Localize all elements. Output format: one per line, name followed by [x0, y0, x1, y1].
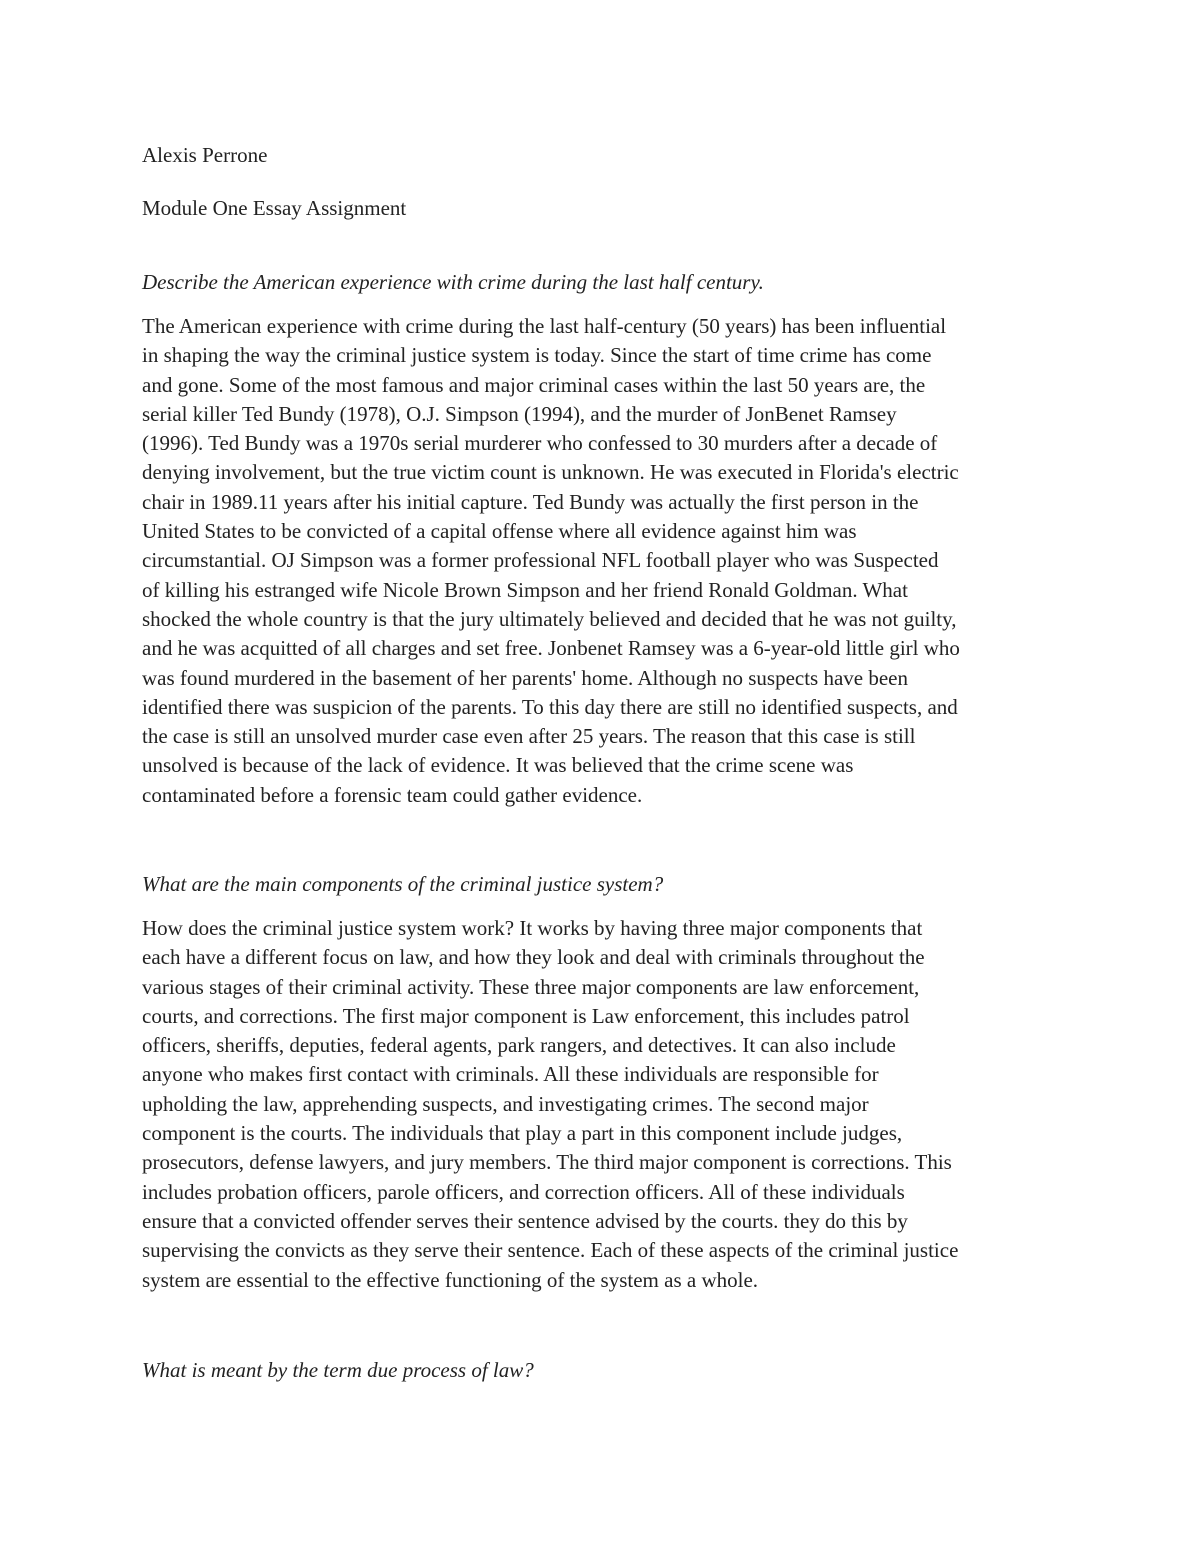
paragraph-line: system are essential to the effective functioning of the system as a whole. — [142, 1267, 759, 1292]
section-2-question: What are the main components of the criminal justice system? — [142, 872, 664, 896]
paragraph-line: prosecutors, defense lawyers, and jury members. The third major component is corrections. This — [142, 1150, 952, 1175]
paragraph-line: and gone. Some of the most famous and major criminal cases within the last 50 years are, the — [142, 372, 926, 397]
paragraph-line: various stages of their criminal activity. These three major components are law enforcement, — [142, 974, 920, 999]
paragraph-line: serial killer Ted Bundy (1978), O.J. Simpson (1994), and the murder of JonBenet Ramsey — [142, 401, 897, 426]
paragraph-line: officers, sheriffs, deputies, federal agents, park rangers, and detectives. It can also include — [142, 1033, 896, 1058]
paragraph-line: includes probation officers, parole officers, and correction officers. All of these individuals — [142, 1179, 905, 1204]
paragraph-line: The American experience with crime during the last half-century (50 years) has been influential — [142, 314, 947, 338]
paragraph-line: in shaping the way the criminal justice system is today. Since the start of time crime has come — [142, 343, 932, 368]
paragraph-line: chair in 1989.11 years after his initial capture. Ted Bundy was actually the first person in the — [142, 489, 919, 514]
paragraph-line: contaminated before a forensic team could gather evidence. — [142, 782, 643, 807]
section-2-answer — [142, 914, 958, 1295]
paragraph-line: component is the courts. The individuals that play a part in this component include judges, — [142, 1121, 903, 1146]
paragraph-line: United States to be convicted of a capital offense where all evidence against him was — [142, 519, 857, 544]
paragraph-line: upholding the law, apprehending suspects, and investigating crimes. The second major — [142, 1091, 869, 1116]
author-name: Alexis Perrone — [142, 143, 268, 167]
paragraph-line: courts, and corrections. The first major component is Law enforcement, this includes patrol — [142, 1003, 910, 1028]
paragraph-line: was found murdered in the basement of her parents' home. Although no suspects have been — [142, 665, 908, 690]
paragraph-line: unsolved is because of the lack of evidence. It was believed that the crime scene was — [142, 753, 854, 778]
paragraph-line: circumstantial. OJ Simpson was a former professional NFL football player who was Suspected — [142, 548, 939, 573]
paragraph-line: of killing his estranged wife Nicole Brown Simpson and her friend Ronald Goldman. What — [142, 577, 908, 602]
assignment-title: Module One Essay Assignment — [142, 196, 407, 220]
paragraph-line: ensure that a convicted offender serves their sentence advised by the courts. they do this by — [142, 1208, 908, 1233]
paragraph-line: identified there was suspicion of the parents. To this day there are still no identified suspects, and — [142, 694, 958, 719]
paragraph-line: (1996). Ted Bundy was a 1970s serial murderer who confessed to 30 murders after a decade of — [142, 431, 938, 456]
paragraph-line: the case is still an unsolved murder case even after 25 years. The reason that this case is still — [142, 724, 916, 749]
section-1-question: Describe the American experience with crime during the last half century. — [142, 270, 764, 294]
paragraph-line: shocked the whole country is that the jury ultimately believed and decided that he was not guilty, — [142, 606, 957, 631]
paragraph-line: anyone who makes first contact with criminals. All these individuals are responsible for — [142, 1062, 879, 1087]
paragraph-line: How does the criminal justice system work? It works by having three major components that — [142, 916, 923, 940]
section-3-question: What is meant by the term due process of law? — [142, 1358, 534, 1382]
paragraph-line: supervising the convicts as they serve their sentence. Each of these aspects of the criminal justice — [142, 1238, 959, 1263]
paragraph-line: each have a different focus on law, and how they look and deal with criminals throughout the — [142, 945, 925, 970]
paragraph-line: and he was acquitted of all charges and set free. Jonbenet Ramsey was a 6-year-old little girl who — [142, 636, 960, 661]
paragraph-line: denying involvement, but the true victim count is unknown. He was executed in Florida's electric — [142, 460, 959, 485]
section-1-answer — [142, 312, 960, 810]
